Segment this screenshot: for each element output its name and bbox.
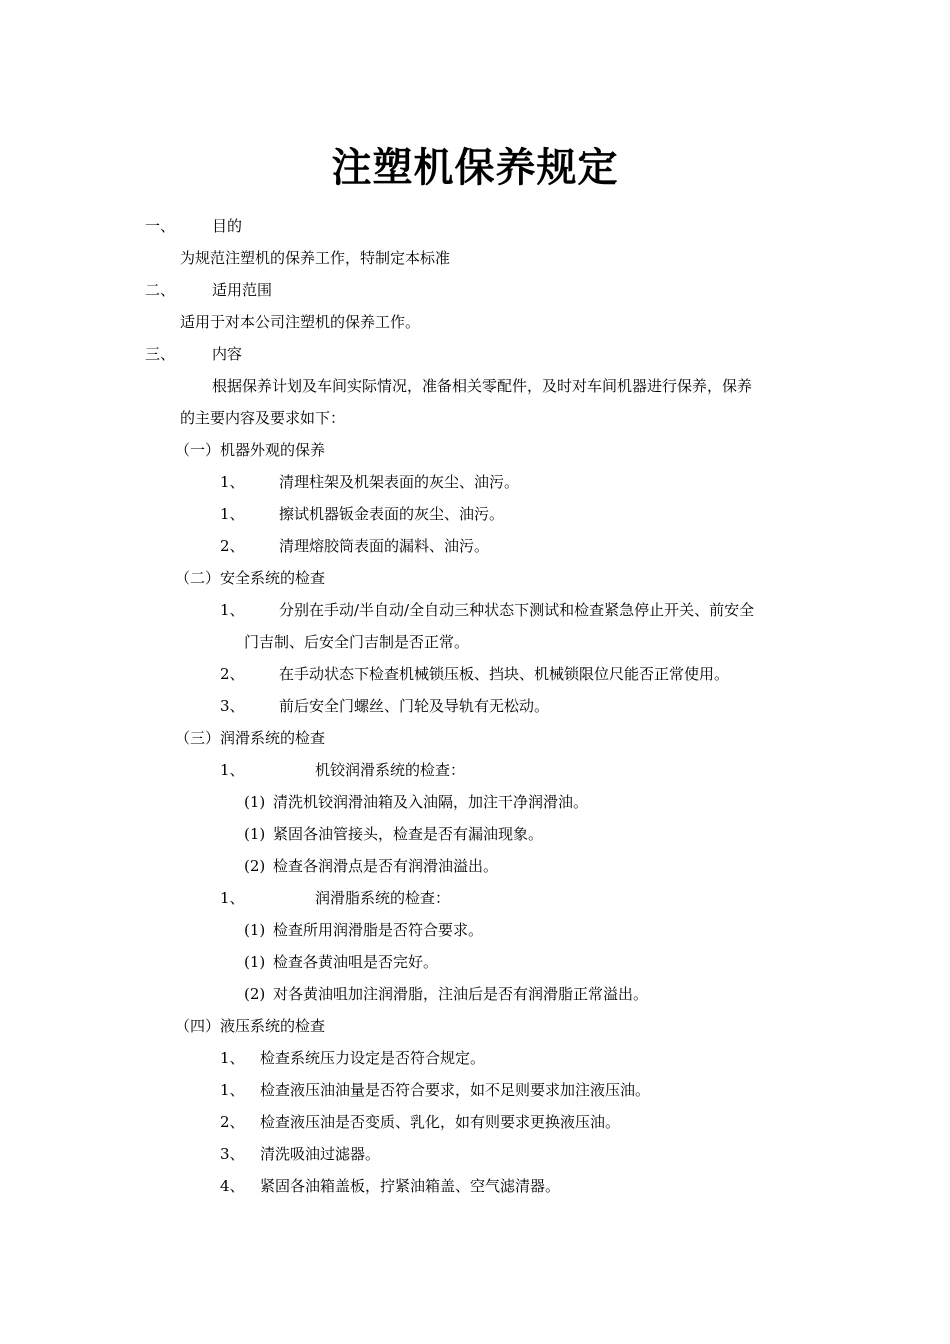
list-item-text: 清理柱架及机架表面的灰尘、油污。	[279, 473, 520, 491]
section-2-number: 二、	[145, 281, 176, 299]
sub-item-text: 检查各润滑点是否有润滑油溢出。	[273, 857, 499, 875]
list-item-text-continued: 门吉制、后安全门吉制是否正常。	[244, 633, 470, 651]
list-item-text: 擦试机器钣金表面的灰尘、油污。	[279, 505, 505, 523]
document-title: 注塑机保养规定	[331, 144, 619, 191]
list-item-text: 检查液压油油量是否符合要求，如不足则要求加注液压油。	[260, 1081, 651, 1099]
list-item-text: 检查系统压力设定是否符合规定。	[260, 1049, 486, 1067]
list-item-number: 1、	[220, 1081, 245, 1099]
list-item-number: 1、	[220, 473, 245, 491]
list-item-number: 3、	[220, 697, 245, 715]
section-1-number: 一、	[145, 217, 176, 235]
subsection-a-heading: （一）机器外观的保养	[175, 441, 326, 459]
list-item-text: 清洗吸油过滤器。	[260, 1145, 381, 1163]
subsection-c-heading: （三）润滑系统的检查	[175, 729, 326, 747]
list-item-number: 1、	[220, 1049, 245, 1067]
list-item-number: 1、	[220, 889, 245, 907]
subsection-b-heading: （二）安全系统的检查	[175, 569, 326, 587]
section-2-text: 适用于对本公司注塑机的保养工作。	[180, 313, 421, 331]
section-3-intro-line-1: 根据保养计划及车间实际情况，准备相关零配件，及时对车间机器进行保养，保养	[212, 377, 753, 395]
list-item-number: 1、	[220, 505, 245, 523]
sub-item-number: (2)	[244, 857, 266, 875]
list-item-number: 2、	[220, 1113, 245, 1131]
list-item-number: 2、	[220, 665, 245, 683]
sub-item-text: 对各黄油咀加注润滑脂，注油后是否有润滑脂正常溢出。	[273, 985, 649, 1003]
sub-item-number: (1)	[244, 825, 266, 843]
list-item-text: 紧固各油箱盖板，拧紧油箱盖、空气滤清器。	[260, 1177, 561, 1195]
list-item-text: 润滑脂系统的检查：	[315, 889, 451, 907]
section-3-number: 三、	[145, 345, 176, 363]
section-1-text: 为规范注塑机的保养工作，特制定本标准	[180, 249, 451, 267]
list-item-number: 1、	[220, 601, 245, 619]
list-item-text: 在手动状态下检查机械锁压板、挡块、机械锁限位尺能否正常使用。	[279, 665, 730, 683]
list-item-text: 分别在手动/半自动/全自动三种状态下测试和检查紧急停止开关、前安全	[279, 601, 755, 619]
sub-item-number: (1)	[244, 953, 266, 971]
sub-item-text: 紧固各油管接头，检查是否有漏油现象。	[273, 825, 544, 843]
section-3-intro-line-2: 的主要内容及要求如下：	[180, 409, 346, 427]
list-item-number: 2、	[220, 537, 245, 555]
section-2-heading: 适用范围	[212, 281, 273, 299]
sub-item-text: 检查各黄油咀是否完好。	[273, 953, 439, 971]
sub-item-number: (1)	[244, 793, 266, 811]
list-item-text: 机铰润滑系统的检查：	[315, 761, 466, 779]
list-item-text: 检查液压油是否变质、乳化，如有则要求更换液压油。	[260, 1113, 621, 1131]
section-1-heading: 目的	[212, 217, 243, 235]
list-item-text: 前后安全门螺丝、门轮及导轨有无松动。	[279, 697, 550, 715]
sub-item-number: (2)	[244, 985, 266, 1003]
list-item-number: 3、	[220, 1145, 245, 1163]
list-item-number: 1、	[220, 761, 245, 779]
sub-item-text: 检查所用润滑脂是否符合要求。	[273, 921, 484, 939]
subsection-d-heading: （四）液压系统的检查	[175, 1017, 326, 1035]
list-item-number: 4、	[220, 1177, 245, 1195]
section-3-heading: 内容	[212, 345, 243, 363]
sub-item-text: 清洗机铰润滑油箱及入油隔，加注干净润滑油。	[273, 793, 589, 811]
list-item-text: 清理熔胶筒表面的漏料、油污。	[279, 537, 490, 555]
sub-item-number: (1)	[244, 921, 266, 939]
